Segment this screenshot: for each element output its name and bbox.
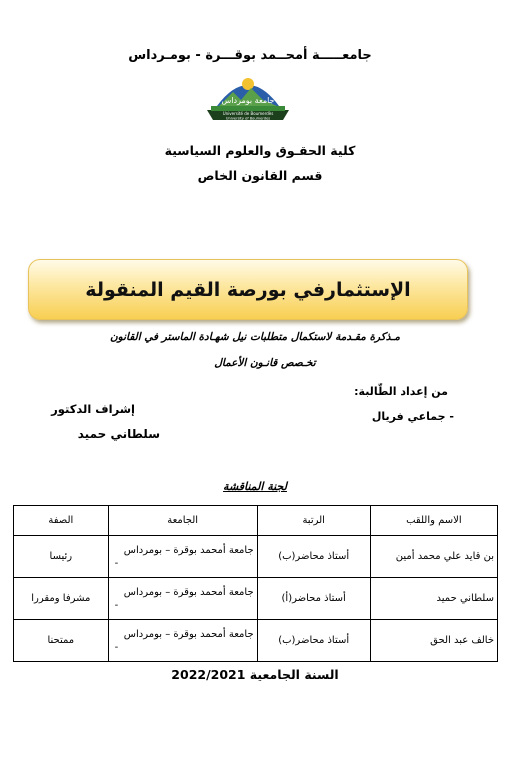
memo-specialization: تخـصص قانـون الأعمال bbox=[214, 357, 316, 369]
member-university bbox=[108, 536, 257, 578]
logo-text-en: University of Boumerdes bbox=[225, 116, 271, 121]
member-university-text: جامعة أمحمد بوقرة – بومرداس bbox=[123, 628, 254, 640]
logo-text-ar: جامعة بومرداس bbox=[221, 96, 275, 105]
logo-text-fr: Université de Boumerdès bbox=[222, 111, 274, 116]
member-university bbox=[108, 620, 257, 662]
table-row bbox=[14, 578, 498, 620]
member-university-cont: - bbox=[114, 557, 119, 569]
memo-description: مـذكرة مقـدمة لاستكمال متطلبات نيل شهـادة الماستر في القانون bbox=[109, 331, 401, 343]
thesis-title: الإستثمارفي بورصة القيم المنقولة bbox=[85, 278, 411, 301]
member-rank: أستاذ محاضر(أ) bbox=[257, 578, 370, 620]
committee-title: لجنة المناقشة bbox=[223, 480, 287, 493]
committee-table bbox=[13, 505, 498, 662]
member-name: بن قايد علي محمد أمين bbox=[370, 536, 497, 578]
member-rank: أستاذ محاضر(ب) bbox=[257, 536, 370, 578]
table-row bbox=[14, 536, 498, 578]
supervisor-name: سلطاني حميد bbox=[77, 427, 160, 441]
academic-year: السنة الجامعية 2022/2021 bbox=[171, 667, 339, 682]
member-role: مشرفا ومقررا bbox=[14, 578, 109, 620]
member-rank: أستاذ محاضر(ب) bbox=[257, 620, 370, 662]
student-name: - جماعي فريال bbox=[371, 410, 454, 423]
member-name: سلطاني حميد bbox=[370, 578, 497, 620]
member-university-cont: - bbox=[114, 599, 119, 611]
member-university-cont: - bbox=[114, 641, 119, 653]
prepared-by-label: من إعداد الطّالبة: bbox=[354, 385, 448, 398]
thesis-title-box bbox=[28, 259, 468, 320]
table-header-row bbox=[14, 506, 498, 536]
university-name: جامعـــــة أمحــمد بوقـــرة - بومـرداس bbox=[128, 48, 372, 63]
header-name: الاسم واللقب bbox=[370, 506, 497, 536]
university-logo bbox=[203, 70, 293, 122]
member-university bbox=[108, 578, 257, 620]
member-university-text: جامعة أمحمد بوقرة – بومرداس bbox=[123, 586, 254, 598]
header-role: الصفة bbox=[14, 506, 109, 536]
table-row bbox=[14, 620, 498, 662]
member-name: خالف عبد الحق bbox=[370, 620, 497, 662]
supervisor-label: إشراف الدكتور bbox=[51, 402, 135, 416]
member-role: ممتحنا bbox=[14, 620, 109, 662]
header-rank: الرتبة bbox=[257, 506, 370, 536]
faculty-name: كلية الحقـوق والعلوم السياسية bbox=[164, 143, 356, 158]
member-role: رئيسا bbox=[14, 536, 109, 578]
department-name: قسم القانون الخاص bbox=[197, 168, 323, 183]
header-university: الجامعة bbox=[108, 506, 257, 536]
member-university-text: جامعة أمحمد بوقرة – بومرداس bbox=[123, 544, 254, 556]
